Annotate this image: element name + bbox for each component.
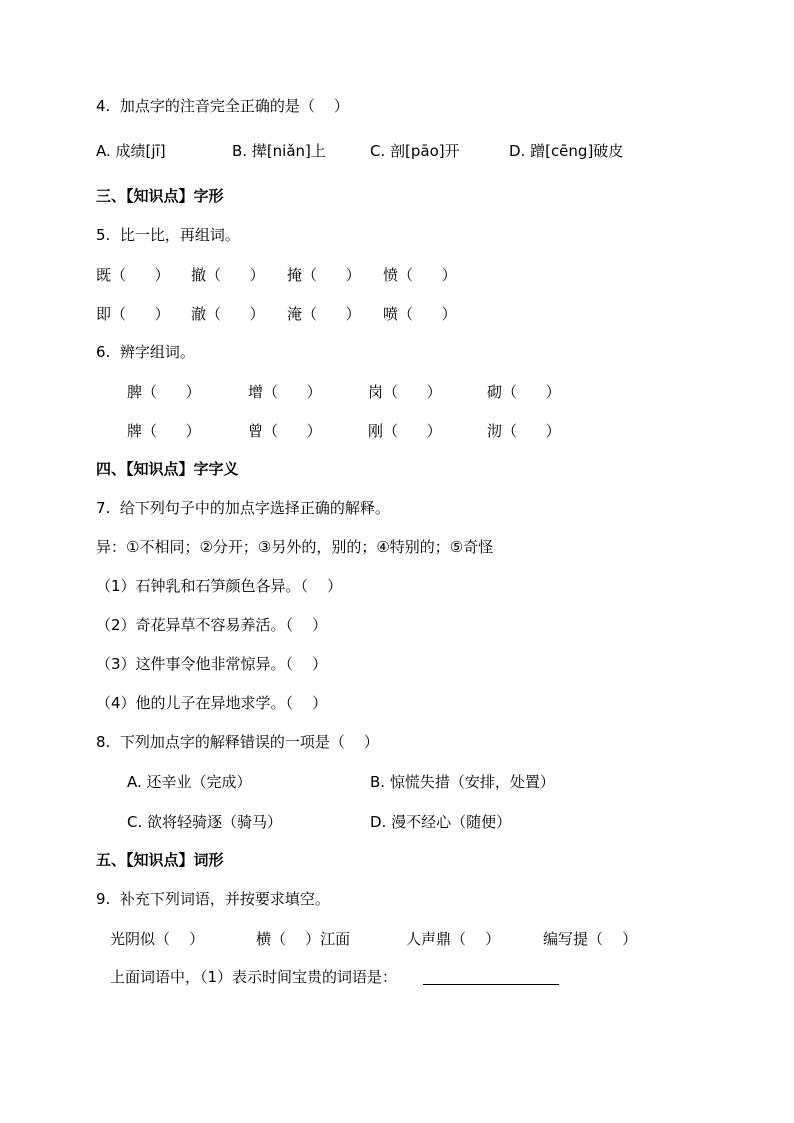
q4-option-a: A. 成绩[jī]	[96, 142, 166, 160]
q4-option-d: D. 蹭[cēng]破皮	[509, 142, 624, 160]
q7-item-1: （1）石钟乳和石笋颜色各异。（ ）	[96, 577, 343, 595]
q7-item-3: （3）这件事令他非常惊异。（ ）	[96, 655, 328, 673]
q6-row2-cell-2: 曾（ ）	[248, 422, 322, 440]
q9-word-4: 编写提（ ）	[543, 930, 638, 948]
q5-row2-cell-4: 喷（ ）	[383, 305, 457, 323]
q6-row2-cell-4: 沏（ ）	[487, 422, 561, 440]
q6-stem: 6. 辨字组词。	[96, 343, 195, 361]
q7-definition: 异：①不相同；②分开；③另外的，别的；④特别的；⑤奇怪	[96, 538, 494, 556]
q6-row1-cell-3: 岗（ ）	[368, 383, 442, 401]
q4-option-b: B. 撵[niǎn]上	[232, 142, 326, 160]
q5-row2-cell-1: 即（ ）	[96, 305, 170, 323]
q7-item-4: （4）他的儿子在异地求学。（ ）	[96, 694, 328, 712]
q6-row2-cell-1: 牌（ ）	[127, 422, 201, 440]
section-5-title: 五、【知识点】词形	[96, 851, 224, 869]
q8-stem: 8. 下列加点字的解释错误的一项是（ ）	[96, 733, 379, 751]
q8-option-a: A. 还辛业（完成）	[127, 773, 252, 791]
q6-row2-cell-3: 刚（ ）	[368, 422, 442, 440]
q5-row2-cell-3: 淹（ ）	[287, 305, 361, 323]
q9-word-1: 光阴似（ ）	[110, 930, 205, 948]
q7-stem: 7. 给下列句子中的加点字选择正确的解释。	[96, 499, 390, 517]
q9-sub-1: 上面词语中，（1）表示时间宝贵的词语是：	[110, 968, 398, 986]
q9-answer-blank[interactable]	[423, 984, 559, 985]
q4-option-c: C. 剖[pāo]开	[370, 142, 460, 160]
q6-row1-cell-2: 增（ ）	[248, 383, 322, 401]
q9-stem: 9. 补充下列词语，并按要求填空。	[96, 890, 330, 908]
section-3-title: 三、【知识点】字形	[96, 187, 224, 205]
section-4-title: 四、【知识点】字字义	[96, 460, 239, 478]
q5-stem: 5. 比一比，再组词。	[96, 226, 240, 244]
q9-word-2: 横（ ）江面	[256, 930, 351, 948]
q5-row1-cell-2: 撤（ ）	[191, 266, 265, 284]
q8-option-d: D. 漫不经心（随便）	[370, 813, 512, 831]
q5-row1-cell-1: 既（ ）	[96, 266, 170, 284]
q7-item-2: （2）奇花异草不容易养活。（ ）	[96, 616, 328, 634]
q6-row1-cell-1: 脾（ ）	[127, 383, 201, 401]
q5-row2-cell-2: 澈（ ）	[191, 305, 265, 323]
q9-word-3: 人声鼎（ ）	[406, 930, 501, 948]
q6-row1-cell-4: 砌（ ）	[487, 383, 561, 401]
q5-row1-cell-3: 掩（ ）	[287, 266, 361, 284]
q8-option-c: C. 欲将轻骑逐（骑马）	[127, 813, 283, 831]
q5-row1-cell-4: 愤（ ）	[383, 266, 457, 284]
q8-option-b: B. 惊慌失措（安排，处置）	[370, 773, 555, 791]
q4-stem: 4. 加点字的注音完全正确的是（ ）	[96, 97, 349, 115]
